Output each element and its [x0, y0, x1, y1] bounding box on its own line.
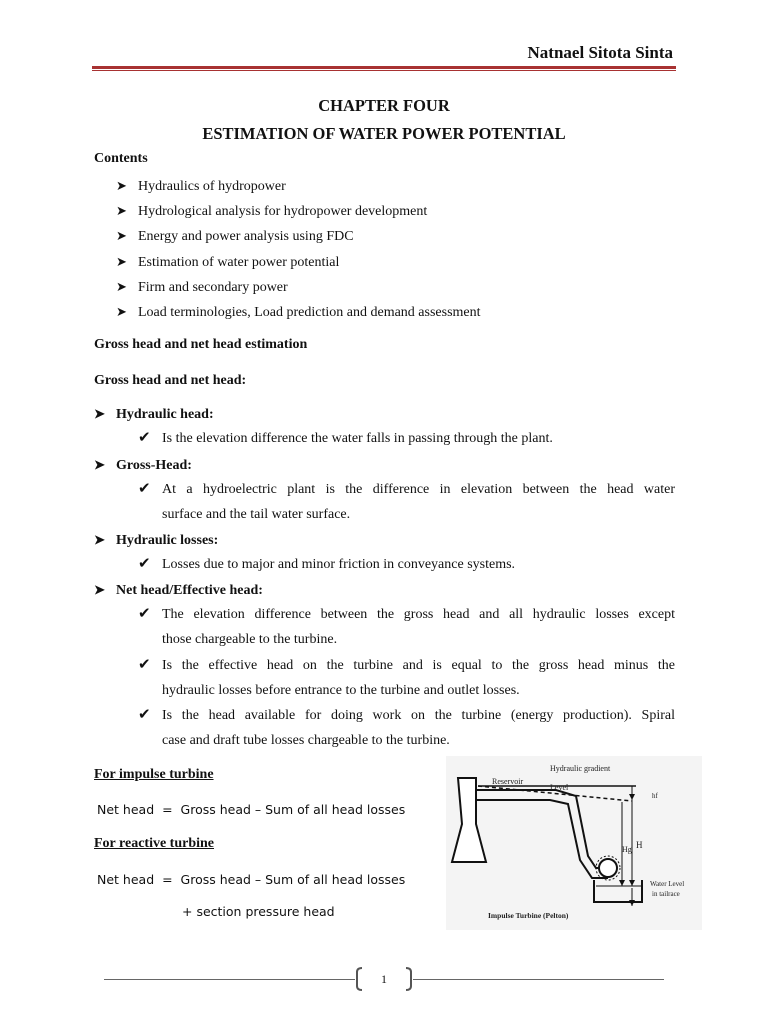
term-point: ✔ Is the head available for doing work on the turbine (energy production). Spiral — [138, 703, 675, 728]
pelton-turbine-diagram — [446, 756, 702, 930]
contents-heading: Contents — [94, 151, 148, 166]
arrow-bullet-icon: ➤ — [116, 203, 127, 218]
contents-item: ➤ Hydraulics of hydropower — [116, 178, 286, 194]
check-mark-icon: ✔ — [138, 430, 151, 446]
label-hf: hf — [652, 792, 658, 800]
contents-item: ➤ Load terminologies, Load prediction and demand assessment — [116, 304, 481, 320]
term-hydraulic-head: ➤ Hydraulic head: — [94, 406, 214, 422]
header-rule-thick — [92, 66, 676, 69]
arrow-bullet-icon: ➤ — [94, 582, 105, 597]
pelton-wheel-icon — [599, 859, 617, 877]
term-point: ✔ At a hydroelectric plant is the difference in elevation between the head water — [138, 477, 675, 502]
section-heading: Gross head and net head estimation — [94, 337, 308, 352]
contents-item: ➤ Estimation of water power potential — [116, 254, 340, 270]
reactive-equation-cont: + section pressure head — [182, 904, 335, 919]
figure-background — [446, 756, 702, 930]
arrow-bullet-icon: ➤ — [116, 304, 127, 319]
term-point: ✔ Is the effective head on the turbine and is equal to the gross head minus the — [138, 653, 675, 678]
label-water-level: Water Level — [650, 880, 685, 888]
term-gross-head: ➤ Gross-Head: — [94, 457, 192, 473]
term-point: ✔ The elevation difference between the gross head and all hydraulic losses except — [138, 602, 675, 627]
label-hydraulic-gradient: Hydraulic gradient — [550, 764, 611, 773]
term-point-cont: case and draft tube losses chargeable to the turbine. — [162, 733, 450, 748]
term-point: ✔ Is the elevation difference the water falls in passing through the plant. — [138, 426, 553, 451]
footer-rule-left — [104, 979, 355, 980]
label-in-tailrace: in tailrace — [652, 890, 680, 898]
chapter-title: ESTIMATION OF WATER POWER POTENTIAL — [202, 124, 566, 143]
term-point-cont: those chargeable to the turbine. — [162, 632, 338, 647]
arrow-bullet-icon: ➤ — [94, 457, 105, 472]
check-mark-icon: ✔ — [138, 657, 151, 673]
check-mark-icon: ✔ — [138, 481, 151, 497]
reactive-equation: Net head = Gross head – Sum of all head losses — [97, 872, 406, 887]
check-mark-icon: ✔ — [138, 606, 151, 622]
term-point-cont: surface and the tail water surface. — [162, 507, 351, 522]
arrow-bullet-icon: ➤ — [116, 254, 127, 269]
term-point: ✔ Losses due to major and minor friction in conveyance systems. — [138, 552, 515, 577]
arrow-bullet-icon: ➤ — [116, 279, 127, 294]
check-mark-icon: ✔ — [138, 556, 151, 572]
contents-item: ➤ Firm and secondary power — [116, 279, 288, 295]
label-level: Level — [550, 783, 569, 792]
header-rule-thin — [92, 70, 676, 71]
label-hg: Hg — [622, 845, 632, 854]
label-reservoir: Reservoir — [492, 777, 524, 786]
term-hydraulic-losses: ➤ Hydraulic losses: — [94, 532, 219, 548]
check-mark-icon: ✔ — [138, 707, 151, 723]
term-point-cont: hydraulic losses before entrance to the turbine and outlet losses. — [162, 683, 520, 698]
impulse-heading: For impulse turbine — [94, 767, 214, 782]
arrow-bullet-icon: ➤ — [94, 532, 105, 547]
impulse-equation: Net head = Gross head – Sum of all head losses — [97, 802, 406, 817]
author-name: Natnael Sitota Sinta — [527, 43, 673, 62]
arrow-bullet-icon: ➤ — [116, 228, 127, 243]
contents-item: ➤ Hydrological analysis for hydropower development — [116, 203, 428, 219]
section-subheading: Gross head and net head: — [94, 373, 247, 388]
label-h: H — [636, 840, 643, 850]
term-net-head: ➤ Net head/Effective head: — [94, 582, 263, 598]
page-number: 1 — [381, 972, 387, 986]
chapter-label: CHAPTER FOUR — [318, 96, 450, 115]
figure-caption: Impulse Turbine (Pelton) — [488, 911, 569, 920]
footer-rule-right — [413, 979, 664, 980]
arrow-bullet-icon: ➤ — [94, 406, 105, 421]
contents-item: ➤ Energy and power analysis using FDC — [116, 228, 354, 244]
arrow-bullet-icon: ➤ — [116, 178, 127, 193]
reactive-heading: For reactive turbine — [94, 836, 215, 851]
